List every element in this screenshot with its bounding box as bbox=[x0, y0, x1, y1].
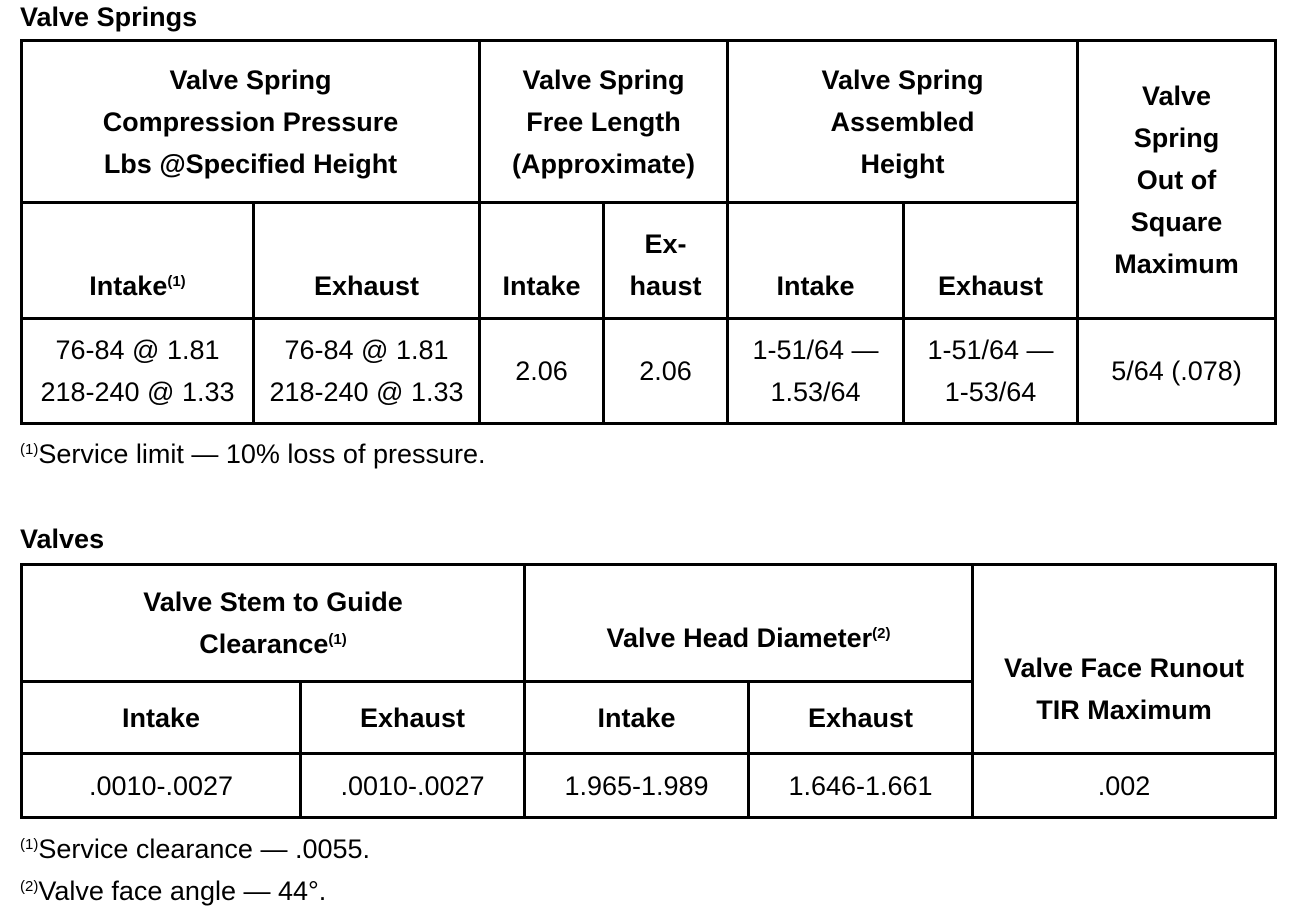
footnote-marker: (2) bbox=[872, 625, 891, 642]
clearance-exhaust-value: .0010-.0027 bbox=[301, 754, 525, 818]
out-of-square-value: 5/64 (.078) bbox=[1078, 319, 1276, 424]
clearance-exhaust-header: Exhaust bbox=[301, 682, 525, 754]
free-length-intake-header: Intake bbox=[480, 203, 604, 319]
head-diameter-header: Valve Head Diameter$^{(2)}$ bbox=[525, 565, 973, 682]
valves-title: Valves bbox=[20, 524, 105, 554]
out-of-square-header: Valve Spring Out of Square Maximum bbox=[1078, 41, 1276, 319]
springs-footnote: $^{(1)}$Service limit — 10% loss of pressure. bbox=[20, 439, 486, 469]
valve-springs-title: Valve Springs bbox=[20, 2, 198, 32]
assembled-intake-header: Intake bbox=[728, 203, 904, 319]
footnote-marker: (2) bbox=[20, 878, 39, 895]
valve-springs-table bbox=[20, 39, 1277, 425]
clearance-intake-value: .0010-.0027 bbox=[22, 754, 301, 818]
diameter-intake-header: Intake bbox=[525, 682, 749, 754]
compression-pressure-header: Valve Spring Compression Pressure Lbs @Specified Height bbox=[22, 41, 480, 203]
footnote-marker: (1) bbox=[328, 631, 347, 648]
face-runout-header: Valve Face Runout TIR Maximum bbox=[973, 565, 1276, 754]
assembled-height-header: Valve Spring Assembled Height bbox=[728, 41, 1078, 203]
free-length-intake-value: 2.06 bbox=[480, 319, 604, 424]
compression-exhaust-header: Exhaust bbox=[254, 203, 480, 319]
diameter-exhaust-value: 1.646-1.661 bbox=[749, 754, 973, 818]
footnote-marker: (1) bbox=[20, 441, 39, 458]
compression-intake-header: Intake$^{(1)}$ bbox=[22, 203, 254, 319]
compression-intake-value: 76-84 @ 1.81 218-240 @ 1.33 bbox=[22, 319, 254, 424]
assembled-exhaust-value: 1-51/64 — 1-53/64 bbox=[904, 319, 1078, 424]
clearance-intake-header: Intake bbox=[22, 682, 301, 754]
diameter-exhaust-header: Exhaust bbox=[749, 682, 973, 754]
stem-clearance-header: Valve Stem to Guide Clearance$^{(1)}$ bbox=[22, 565, 525, 682]
compression-exhaust-value: 76-84 @ 1.81 218-240 @ 1.33 bbox=[254, 319, 480, 424]
valves-table bbox=[20, 563, 1277, 819]
free-length-exhaust-value: 2.06 bbox=[604, 319, 728, 424]
footnote-marker: (1) bbox=[20, 836, 39, 853]
assembled-intake-value: 1-51/64 — 1.53/64 bbox=[728, 319, 904, 424]
footnote-marker: (1) bbox=[167, 273, 186, 290]
valves-footnote-2: $^{(2)}$Valve face angle — 44°. bbox=[20, 876, 327, 906]
runout-value: .002 bbox=[973, 754, 1276, 818]
diameter-intake-value: 1.965-1.989 bbox=[525, 754, 749, 818]
free-length-exhaust-header: Ex- haust bbox=[604, 203, 728, 319]
free-length-header: Valve Spring Free Length (Approximate) bbox=[480, 41, 728, 203]
valves-footnote-1: $^{(1)}$Service clearance — .0055. bbox=[20, 834, 371, 864]
assembled-exhaust-header: Exhaust bbox=[904, 203, 1078, 319]
